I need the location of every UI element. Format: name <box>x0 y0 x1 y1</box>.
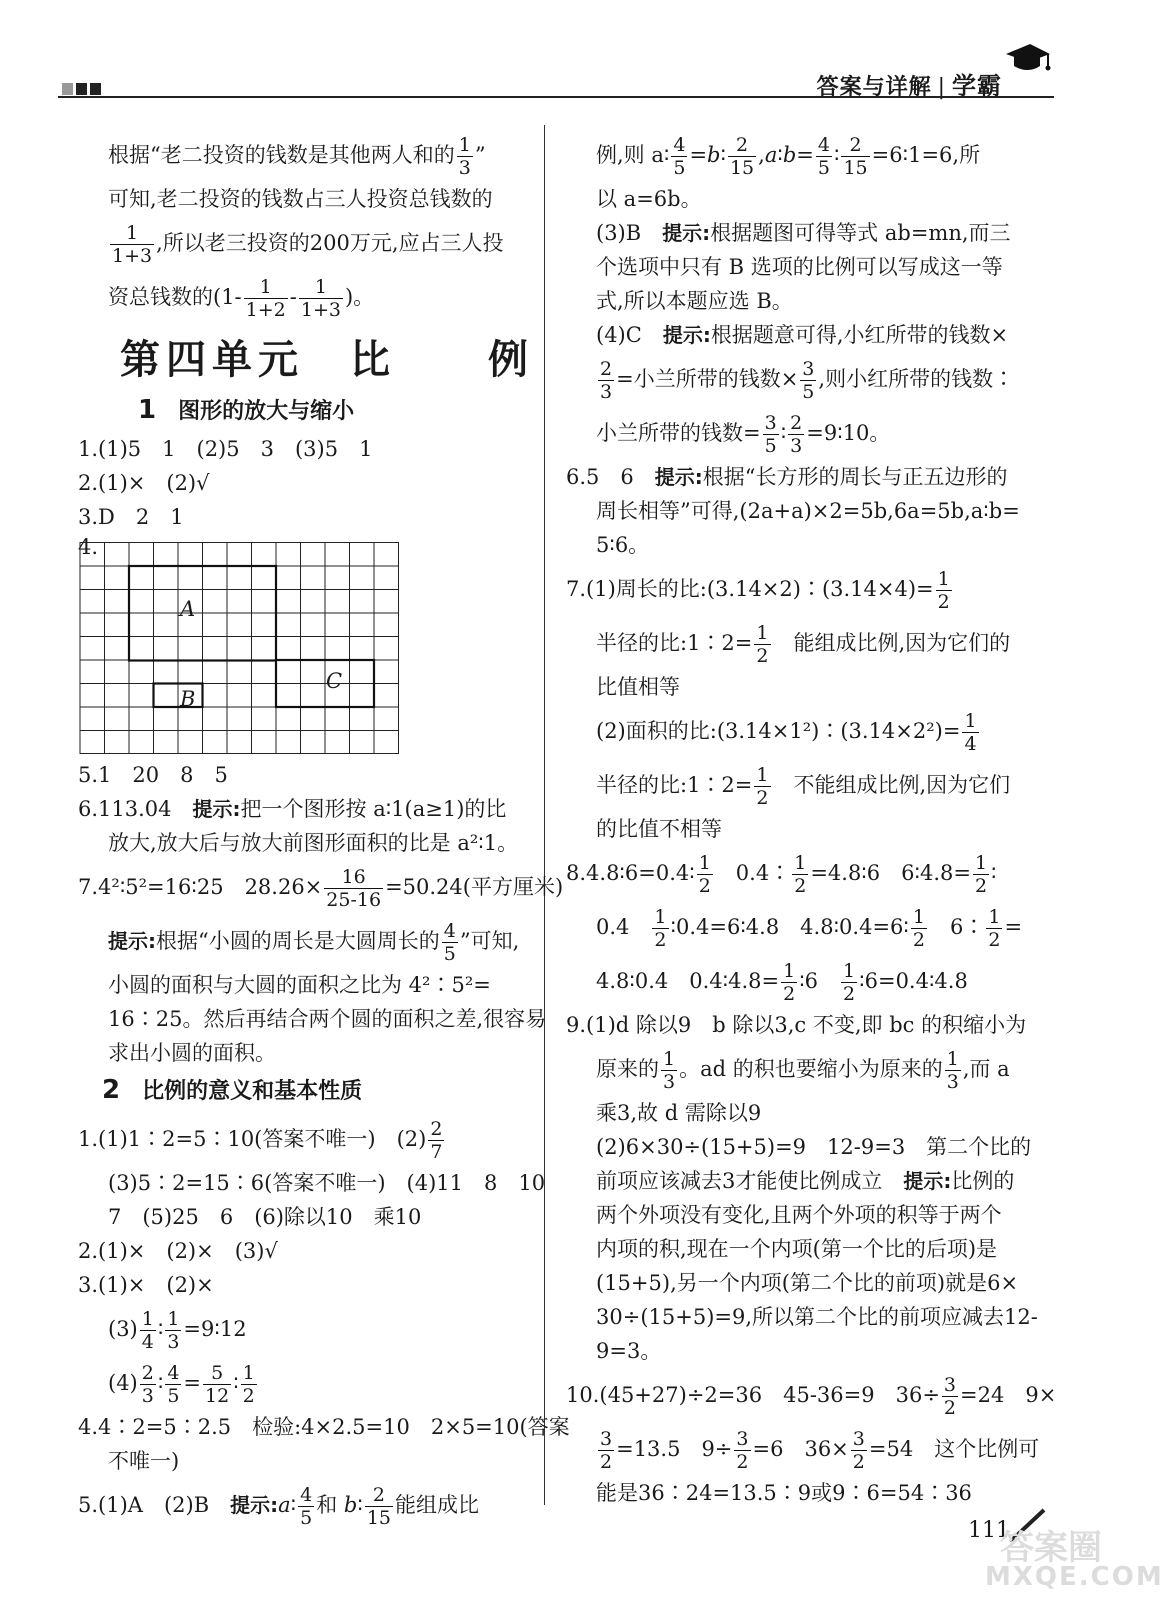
text-line: 资总钱数的(1- $\frac{1}{1+2}$ - $\frac{1}{1+3}$ )。 <box>108 276 375 321</box>
fraction: $\frac{4}{5}$ <box>300 1484 313 1529</box>
answer-line: 两个外项没有变化,且两个外项的积等于两个 <box>596 1203 1002 1227</box>
text-line: 根据“老二投资的钱数是其他两人和的 $\frac{1}{3}$ ” <box>108 134 486 179</box>
answer-line: 4.8∶0.4 0.4∶4.8= $\frac{1}{2}$ ∶6 $\frac{1}{2}$ ∶6=0.4∶4.8 <box>596 960 968 1005</box>
answer-line: 2.(1)× (2)× (3)√ <box>78 1239 278 1263</box>
answer-line: 放大,放大后与放大前图形面积的比是 a²∶1。 <box>108 831 519 855</box>
answer-line: 式,所以本题应选 B。 <box>596 289 793 313</box>
fraction: $\frac{1}{2}$ <box>988 906 1001 951</box>
fraction: $\frac{1}{3}$ <box>458 134 471 179</box>
answer-line: 前项应该减去3才能使比例成立 提示:比例的 <box>596 1169 1015 1193</box>
answer-line: 5∶6。 <box>596 533 650 557</box>
answer-line: 4.4∶2=5∶2.5 检验:4×2.5=10 2×5=10(答案 <box>78 1415 570 1439</box>
answer-line: 比值相等 <box>596 675 680 699</box>
fraction: $\frac{1}{2}$ <box>698 852 711 897</box>
label-c: C <box>326 669 343 693</box>
answer-line: 3.(1)× (2)× <box>78 1273 214 1297</box>
fraction: $\frac{3}{2}$ <box>852 1428 865 1473</box>
right-column <box>566 128 1057 1510</box>
fraction: $\frac{1}{1+3}$ <box>112 222 153 267</box>
fraction: $\frac{1}{2}$ <box>756 764 769 809</box>
answer-line: 6.5 6 提示:根据“长方形的周长与正五边形的 <box>566 465 1008 489</box>
answer-line: 7.(1)周长的比:(3.14×2)∶(3.14×4)= $\frac{1}{2}$ <box>566 568 950 613</box>
square-grid <box>80 542 400 756</box>
answer-line: 6.113.04 提示:把一个图形按 a∶1(a≥1)的比 <box>78 797 507 821</box>
section-title-2: 2 比例的意义和基本性质 <box>102 1075 363 1105</box>
fraction: $\frac{1}{3}$ <box>946 1048 959 1093</box>
answer-line: $\frac{2}{3}$ =小兰所带的钱数× $\frac{3}{5}$ ,则小红所带的钱数∶ <box>600 358 1015 403</box>
header-brand: 学霸 <box>952 72 1002 100</box>
fraction: $\frac{1}{4}$ <box>964 710 977 755</box>
fraction: $\frac{1}{1+3}$ <box>300 276 341 321</box>
answer-line: $\frac{3}{2}$ =13.5 9÷ $\frac{3}{2}$ =6 36× $\frac{3}{2}$ =54 这个比例可 <box>600 1428 1040 1473</box>
fraction: $\frac{4}{5}$ <box>673 134 686 179</box>
answer-line: 10.(45+27)÷2=36 45-36=9 36÷ $\frac{3}{2}$ =24 9× <box>566 1374 1057 1419</box>
fraction: $\frac{4}{5}$ <box>167 1362 180 1407</box>
answer-line: 5.(1)A (2)B 提示:a∶ $\frac{4}{5}$ 和 b∶ $\frac{2}{15}$ 能组成比 <box>78 1484 480 1529</box>
fraction: $\frac{1}{2}$ <box>843 960 856 1005</box>
answer-line: 16∶25。然后再结合两个圆的面积之差,很容易 <box>108 1007 547 1031</box>
fraction: $\frac{1}{2}$ <box>242 1362 255 1407</box>
fraction: $\frac{1}{2}$ <box>654 906 667 951</box>
answer-line: (2)6×30÷(15+5)=9 12-9=3 第二个比的 <box>596 1135 1032 1159</box>
header-rule <box>58 96 1054 98</box>
answer-line: 0.4 $\frac{1}{2}$ ∶0.4=6∶4.8 4.8∶0.4=6∶ $\frac{1}{2}$ 6∶ $\frac{1}{2}$ = <box>596 906 1023 951</box>
label-a: A <box>180 597 196 621</box>
answer-line: 9=3。 <box>596 1339 662 1363</box>
fraction: $\frac{3}{5}$ <box>764 412 777 457</box>
fraction: $\frac{1}{3}$ <box>167 1308 180 1353</box>
answer-line: (3) $\frac{1}{4}$ ∶ $\frac{1}{3}$ =9∶12 <box>108 1308 247 1353</box>
watermark-url: MXQE.COM <box>985 1562 1164 1592</box>
fraction: $\frac{1}{2}$ <box>974 852 988 897</box>
fraction: $\frac{4}{5}$ <box>443 920 456 965</box>
answer-line: 3.D 2 1 <box>78 505 184 529</box>
answer-q4: 4. A B C <box>78 534 536 758</box>
fraction: $\frac{2}{7}$ <box>430 1118 443 1163</box>
answer-line: 30÷(15+5)=9,所以第二个比的前项应减去12- <box>596 1305 1038 1329</box>
answer-line: 半径的比:1∶2= $\frac{1}{2}$ 能组成比例,因为它们的 <box>596 622 1011 667</box>
answer-line: 8.4.8∶6=0.4∶ $\frac{1}{2}$ 0.4∶ $\frac{1}{2}$ =4.8∶6 6∶4.8= $\frac{1}{2}$ ∶ <box>566 852 997 897</box>
answer-line: (2)面积的比:(3.14×1²)∶(3.14×2²)= $\frac{1}{4}$ <box>596 710 977 755</box>
answer-line: 个选项中只有 B 选项的比例可以写成这一等 <box>596 255 1003 279</box>
fraction: $\frac{2}{3}$ <box>141 1362 154 1407</box>
fraction: $\frac{3}{2}$ <box>943 1374 957 1419</box>
answer-line: 半径的比:1∶2= $\frac{1}{2}$ 不能组成比例,因为它们 <box>596 764 1011 809</box>
answer-line: 例,则 a∶ $\frac{4}{5}$ =b∶ $\frac{2}{15}$ ,a∶b= $\frac{4}{5}$ ∶ $\frac{2}{15}$ =6∶1=6,所 <box>596 134 981 179</box>
unit-title: 第四单元 比 例 <box>120 337 534 383</box>
fraction: $\frac{16}{25-16}$ <box>326 866 382 911</box>
page-number: 111 <box>968 1518 1010 1543</box>
answer-line: 原来的 $\frac{1}{3}$ 。ad 的积也要缩小为原来的 $\frac{1}{3}$ ,而 a <box>596 1048 1010 1093</box>
fraction: $\frac{1}{2}$ <box>794 852 807 897</box>
section-title-1: 1 图形的放大与缩小 <box>138 395 355 425</box>
answer-line: (4)C 提示:根据题意可得,小红所带的钱数× <box>596 323 1009 347</box>
fraction: $\frac{1}{2}$ <box>783 960 796 1005</box>
answer-line: (15+5),另一个内项(第二个比的前项)就是6× <box>596 1271 1019 1295</box>
answer-line: 1.(1)5 1 (2)5 3 (3)5 1 <box>78 437 373 461</box>
fraction: $\frac{3}{2}$ <box>600 1428 613 1473</box>
answer-line: 5.1 20 8 5 <box>78 763 228 787</box>
column-divider <box>544 125 545 1505</box>
answer-line: 小兰所带的钱数= $\frac{3}{5}$ ∶ $\frac{2}{3}$ =9∶10。 <box>596 412 891 457</box>
fraction: $\frac{1}{2}$ <box>937 568 950 613</box>
left-column <box>78 128 570 1532</box>
fraction: $\frac{1}{3}$ <box>663 1048 676 1093</box>
fraction: $\frac{2}{15}$ <box>843 134 868 179</box>
text-line: $\frac{1}{1+3}$ ,所以老三投资的200万元,应占三人投 <box>112 222 504 267</box>
answer-line: 2.(1)× (2)√ <box>78 471 210 495</box>
answer-line: (3)5∶2=15∶6(答案不唯一) (4)11 8 10 <box>108 1171 546 1195</box>
fraction: $\frac{5}{12}$ <box>205 1362 230 1407</box>
answer-line: 的比值不相等 <box>596 817 722 841</box>
answer-line: (4) $\frac{2}{3}$ ∶ $\frac{4}{5}$ = $\frac{5}{12}$ ∶ $\frac{1}{2}$ <box>108 1362 255 1407</box>
watermark-logo: 答案圈 <box>1000 1528 1102 1568</box>
answer-line: 9.(1)d 除以9 b 除以3,c 不变,即 bc 的积缩小为 <box>566 1013 1027 1037</box>
fraction: $\frac{3}{5}$ <box>802 358 815 403</box>
text-line: 可知,老二投资的钱数占三人投资总钱数的 <box>108 187 493 211</box>
label-b: B <box>180 687 196 711</box>
fraction: $\frac{4}{5}$ <box>817 134 830 179</box>
answer-line: 小圆的面积与大圆的面积之比为 4²∶5²= <box>108 973 491 997</box>
answer-line: 能是36∶24=13.5∶9或9∶6=54∶36 <box>596 1481 972 1505</box>
fraction: $\frac{2}{3}$ <box>790 412 803 457</box>
answer-line: (3)B 提示:根据题图可得等式 ab=mn,而三 <box>596 221 1011 245</box>
answer-line: 内项的积,现在一个内项(第一个比的后项)是 <box>596 1237 998 1261</box>
answer-line: 不唯一) <box>108 1449 180 1473</box>
page-header: 答案与详解 | 学霸 <box>816 72 1002 100</box>
fraction: $\frac{3}{2}$ <box>736 1428 749 1473</box>
fraction: $\frac{2}{3}$ <box>600 358 613 403</box>
answer-line: 求出小圆的面积。 <box>108 1041 276 1065</box>
fraction: $\frac{1}{2}$ <box>912 906 925 951</box>
fraction: $\frac{2}{15}$ <box>366 1484 392 1529</box>
fraction: $\frac{1}{1+2}$ <box>245 276 286 321</box>
fraction: $\frac{1}{2}$ <box>756 622 769 667</box>
answer-line: 周长相等”可得,(2a+a)×2=5b,6a=5b,a∶b= <box>596 499 1020 523</box>
header-section: 答案与详解 <box>816 75 932 100</box>
graduation-cap-icon <box>1004 40 1052 80</box>
fraction: $\frac{2}{15}$ <box>729 134 755 179</box>
answer-line: 7.4²∶5²=16∶25 28.26× $\frac{16}{25-16}$ =50.24(平方厘米) <box>78 866 564 911</box>
fraction: $\frac{1}{4}$ <box>141 1308 154 1353</box>
answer-line: 7 (5)25 6 (6)除以10 乘10 <box>108 1205 422 1229</box>
answer-line: 1.(1)1∶2=5∶10(答案不唯一) (2) $\frac{2}{7}$ <box>78 1118 443 1163</box>
answer-line: 提示:根据“小圆的周长是大圆周长的 $\frac{4}{5}$ ”可知, <box>108 920 520 965</box>
answer-line: 以 a=6b。 <box>596 187 702 211</box>
answer-line: 乘3,故 d 需除以9 <box>596 1101 762 1125</box>
